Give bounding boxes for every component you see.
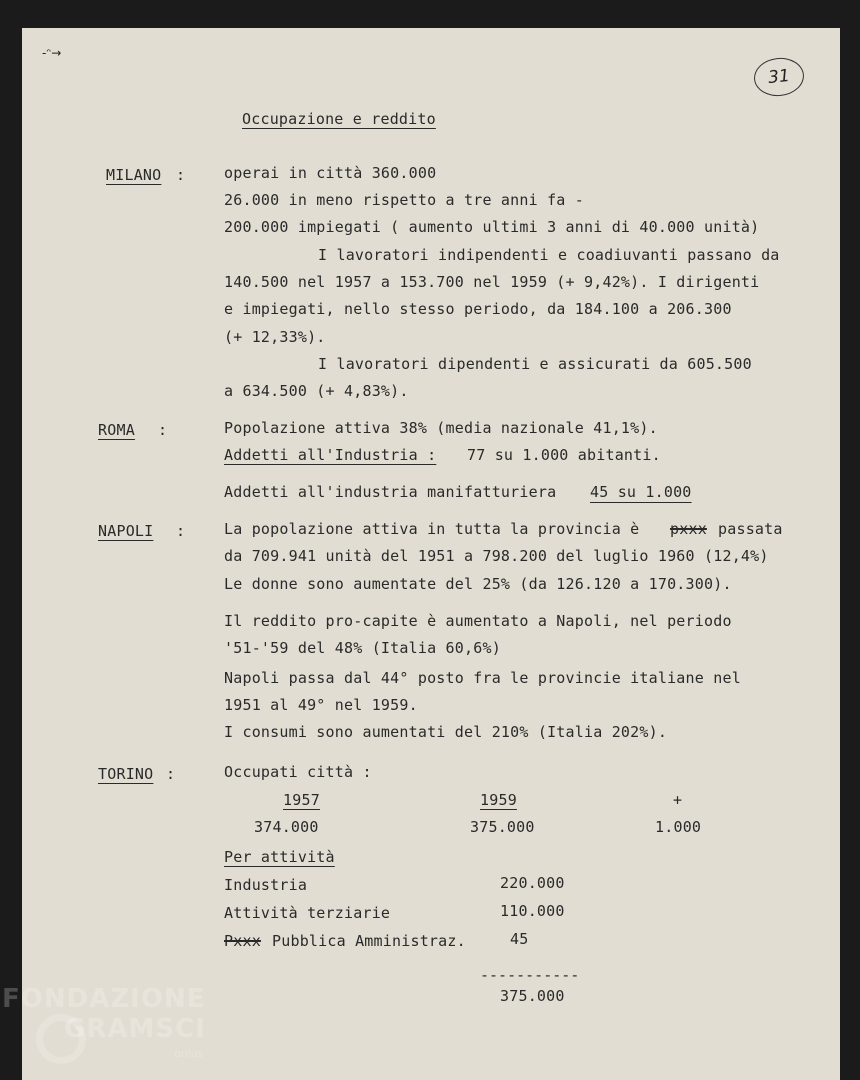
table-cell: 1.000 (655, 818, 702, 836)
section-label-torino: TORINO (98, 765, 154, 783)
table-header: + (673, 791, 683, 809)
watermark-logo (2, 984, 206, 1060)
milano-line: 26.000 in meno rispetto a tre anni fa - (224, 191, 584, 209)
roma-line-underlined: 45 su 1.000 (590, 483, 692, 501)
activity-value: 110.000 (500, 902, 565, 920)
section-colon: : (166, 765, 176, 783)
page-number-circled: 31 (752, 55, 806, 98)
milano-line: operai in città 360.000 (224, 164, 437, 182)
section-colon: : (176, 166, 186, 184)
section-label-roma: ROMA (98, 421, 135, 439)
napoli-line: Napoli passa dal 44° posto fra le provincie italiane nel (224, 669, 741, 687)
roma-line: Popolazione attiva 38% (media nazionale 41,1%). (224, 419, 658, 437)
table-header: 1959 (480, 791, 517, 809)
activity-value: 220.000 (500, 874, 565, 892)
milano-line: I lavoratori indipendenti e coadiuvanti passano da (318, 246, 780, 264)
section-label-napoli: NAPOLI (98, 522, 154, 540)
milano-line: a 634.500 (+ 4,83%). (224, 382, 409, 400)
napoli-line: da 709.941 unità del 1951 a 798.200 del luglio 1960 (12,4%) (224, 547, 769, 565)
corner-mark: -ᵔ→ (42, 46, 62, 60)
milano-line: e impiegati, nello stesso periodo, da 184.100 a 206.300 (224, 300, 732, 318)
activity-label: Pubblica Amministraz. (272, 932, 466, 950)
sum-rule: ----------- (480, 966, 580, 984)
total-value: 375.000 (500, 987, 565, 1005)
torino-occupati-label: Occupati città : (224, 763, 372, 781)
napoli-line: passata (718, 520, 783, 538)
per-attivita-label: Per attività (224, 848, 335, 866)
napoli-line: Le donne sono aumentate del 25% (da 126.120 a 170.300). (224, 575, 732, 593)
section-label-milano: MILANO (106, 166, 162, 184)
napoli-line: 1951 al 49° nel 1959. (224, 696, 418, 714)
page-title: Occupazione e reddito (242, 110, 436, 128)
activity-value: 45 (510, 930, 529, 948)
milano-line: I lavoratori dipendenti e assicurati da 605.500 (318, 355, 752, 373)
activity-label: Industria (224, 876, 308, 894)
napoli-line: I consumi sono aumentati del 210% (Italia 202%). (224, 723, 668, 741)
milano-line: (+ 12,33%). (224, 328, 326, 346)
napoli-line: La popolazione attiva in tutta la provincia è (224, 520, 640, 538)
table-header: 1957 (283, 791, 320, 809)
napoli-line: '51-'59 del 48% (Italia 60,6%) (224, 639, 501, 657)
watermark-line: GRAMSCI (64, 1014, 206, 1044)
watermark-line: FONDAZIONE (2, 984, 206, 1014)
table-cell: 375.000 (470, 818, 535, 836)
roma-line: 77 su 1.000 abitanti. (467, 446, 661, 464)
watermark-line: onlus (174, 1047, 204, 1060)
struck-word: pxxx (670, 520, 707, 538)
section-colon: : (176, 522, 186, 540)
napoli-line: Il reddito pro-capite è aumentato a Napoli, nel periodo (224, 612, 732, 630)
section-colon: : (158, 421, 168, 439)
milano-line: 140.500 nel 1957 a 153.700 nel 1959 (+ 9,42%). I dirigenti (224, 273, 760, 291)
struck-word: Pxxx (224, 932, 261, 950)
roma-line: Addetti all'industria manifatturiera (224, 483, 557, 501)
milano-line: 200.000 impiegati ( aumento ultimi 3 anni di 40.000 unità) (224, 218, 760, 236)
roma-line-underlined: Addetti all'Industria : (224, 446, 437, 464)
table-cell: 374.000 (254, 818, 319, 836)
activity-label: Attività terziarie (224, 904, 391, 922)
